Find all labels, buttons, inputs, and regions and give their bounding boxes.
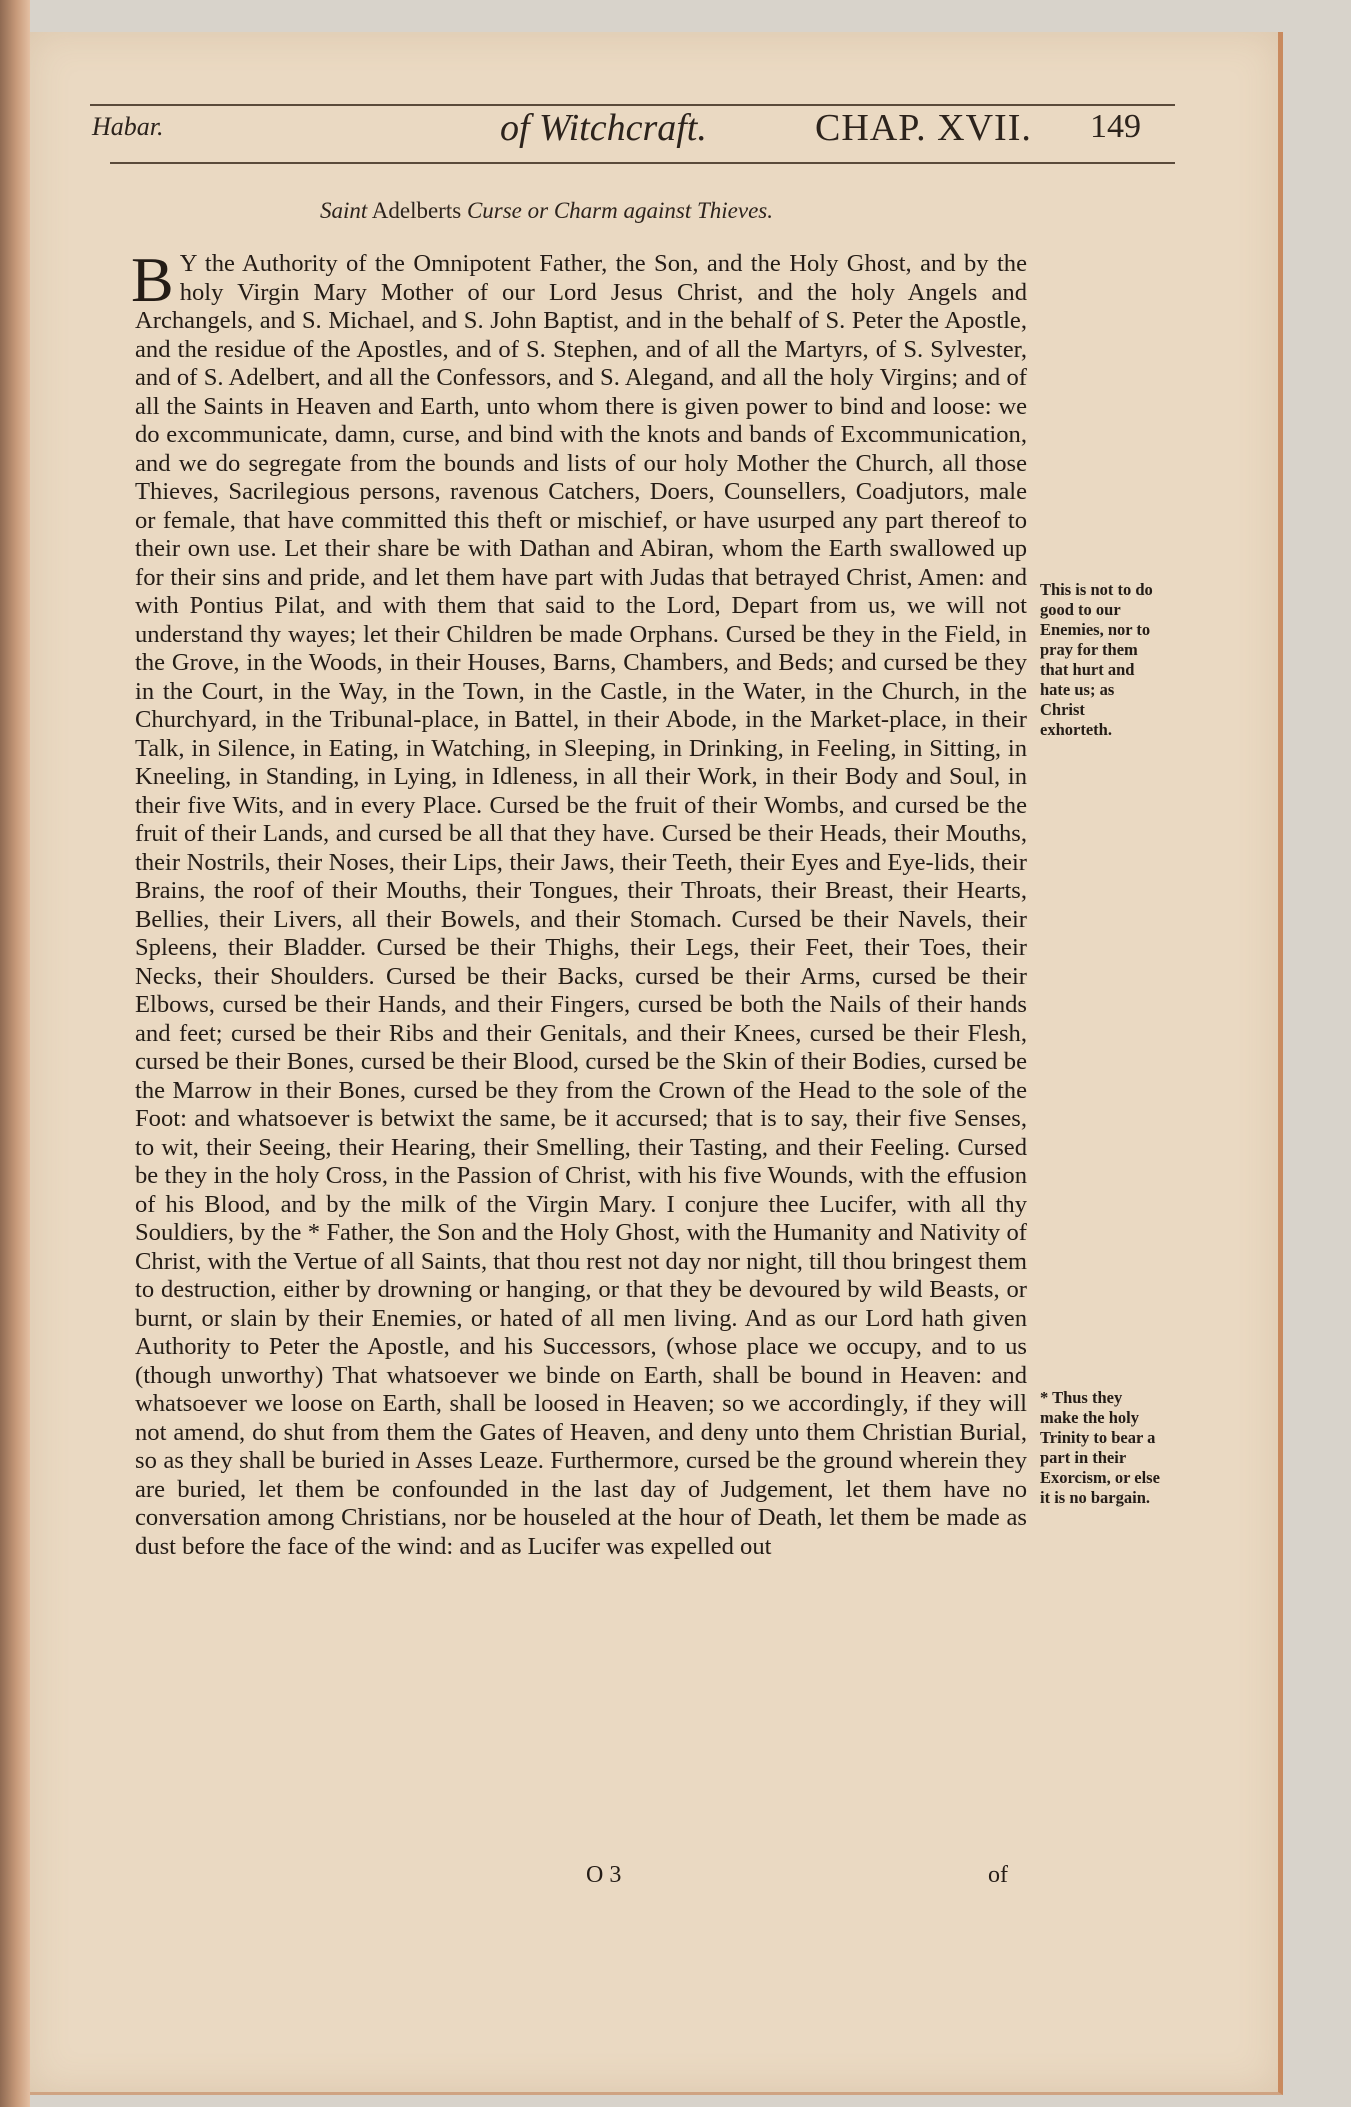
margin-note-enemies: This is not to do good to our Enemies, nor to pray for them that hurt and hate us; as Christ exhorteth. <box>1040 580 1153 739</box>
catchword: of <box>988 1862 1008 1888</box>
book-binding-edge <box>0 0 30 2107</box>
chapter-label: CHAP. XVII. <box>815 107 1032 149</box>
margin-note-trinity: * Thus they make the holy Trinity to bear a part in their Exorcism, or else it is no bargain. <box>1040 1388 1160 1507</box>
running-head-title: of Witchcraft. <box>500 107 707 149</box>
signature-mark: O 3 <box>586 1862 622 1888</box>
body-paragraph: Y the Authority of the Omnipotent Father, the Son, and the Holy Ghost, and by the holy Virgin Mary Mother of our Lord Jesus Christ, and the holy Angels and Archangels, and S. Michael, and S. John Baptist, and in the behalf of S. Peter the Apostle, and the residue of the Apostles, and of S. Stephen, and of all the Martyrs, of S. Sylvester, and of S. Adelbert, and all the Confessors, and S. Alegand, and all the holy Virgins; and of all the Saints in Heaven and Earth, unto whom there is given power to bind and loose: we do excommunicate, damn, curse, and bind with the knots and bands of Excommunication, and we do segregate from the bounds and lists of our holy Mother the Church, all those Thieves, Sacrilegious persons, ravenous Catchers, Doers, Counsellers, Coadjutors, male or female, that have committed this theft or mischief, or have usurped any part thereof to their own use. Let their share be with Dathan and Abiran, whom the Earth swallowed up for their sins and pride, and let them have part with Judas that betrayed Christ, Amen: and with Pontius Pilat, and with them that said to the Lord, Depart from us, we will not understand thy wayes; let their Children be made Orphans. Cursed be they in the Field, in the Grove, in the Woods, in their Houses, Barns, Chambers, and Beds; and cursed be they in the Court, in the Way, in the Town, in the Castle, in the Water, in the Church, in the Churchyard, in the Tribunal-place, in Battel, in their Abode, in the Market-place, in their Talk, in Silence, in Eating, in Watching, in Sleeping, in Drinking, in Feeling, in Sitting, in Kneeling, in Standing, in Lying, in Idleness, in all their Work, in their Body and Soul, in their five Wits, and in every Place. Cursed be the fruit of their Wombs, and cursed be the fruit of their Lands, and cursed be all that they have. Cursed be their Heads, their Mouths, their Nostrils, their Noses, their Lips, their Jaws, their Teeth, their Eyes and Eye-lids, their Brains, the roof of their Mouths, their Tongues, their Throats, their Breast, their Hearts, Bellies, their Livers, all their Bowels, and their Stomach. Cursed be their Navels, their Spleens, their Bladder. Cursed be their Thighs, their Legs, their Feet, their Toes, their Necks, their Shoulders. Cursed be their Backs, cursed be their Arms, cursed be their Elbows, cursed be their Hands, and their Fingers, cursed be both the Nails of their hands and feet; cursed be their Ribs and their Genitals, and their Knees, cursed be their Flesh, cursed be their Bones, cursed be their Blood, cursed be the Skin of their Bodies, cursed be the Marrow in their Bones, cursed be they from the Crown of the Head to the sole of the Foot: and whatsoever is betwixt the same, be it accursed; that is to say, their five Senses, to wit, their Seeing, their Hearing, their Smelling, their Tasting, and their Feeling. Cursed be they in the holy Cross, in the Passion of Christ, with his five Wounds, with the effusion of his Blood, and by the milk of the Virgin Mary. I conjure thee Lucifer, with all thy Souldiers, by the * Father, the Son and the Holy Ghost, with the Humanity and Nativity of Christ, with the Vertue of all Saints, that thou rest not day nor night, till thou bringest them to destruction, either by drowning or hanging, or that they be devoured by wild Beasts, or burnt, or slain by their Enemies, or hated of all men living. And as our Lord hath given Authority to Peter the Apostle, and his Successors, (whose place we occupy, and to us (though unworthy) That whatsoever we binde on Earth, shall be bound in Heaven: and whatsoever we loose on Earth, shall be loosed in Heaven; so we accordingly, if they will not amend, do shut from them the Gates of Heaven, and deny unto them Christian Burial, so as they shall be buried in Asses Leaze. Furthermore, cursed be the ground wherein they are buried, let them be confounded in the last day of Judgement, let them have no conversation among Christians, nor be houseled at the hour of Death, let them be made as dust before the face of the wind: and as Lucifer was expelled out <box>135 250 1027 1560</box>
section-title-post: Curse or Charm against Thieves. <box>466 198 773 223</box>
body-text <box>131 244 1027 1561</box>
section-title <box>320 198 773 224</box>
page-number: 149 <box>1090 108 1141 145</box>
section-title-name: Adelberts <box>367 198 467 223</box>
drop-cap: B <box>131 244 174 315</box>
running-head-left: Habar. <box>92 112 164 141</box>
header-rule-bottom <box>110 162 1175 164</box>
section-title-pre: Saint <box>320 198 368 223</box>
